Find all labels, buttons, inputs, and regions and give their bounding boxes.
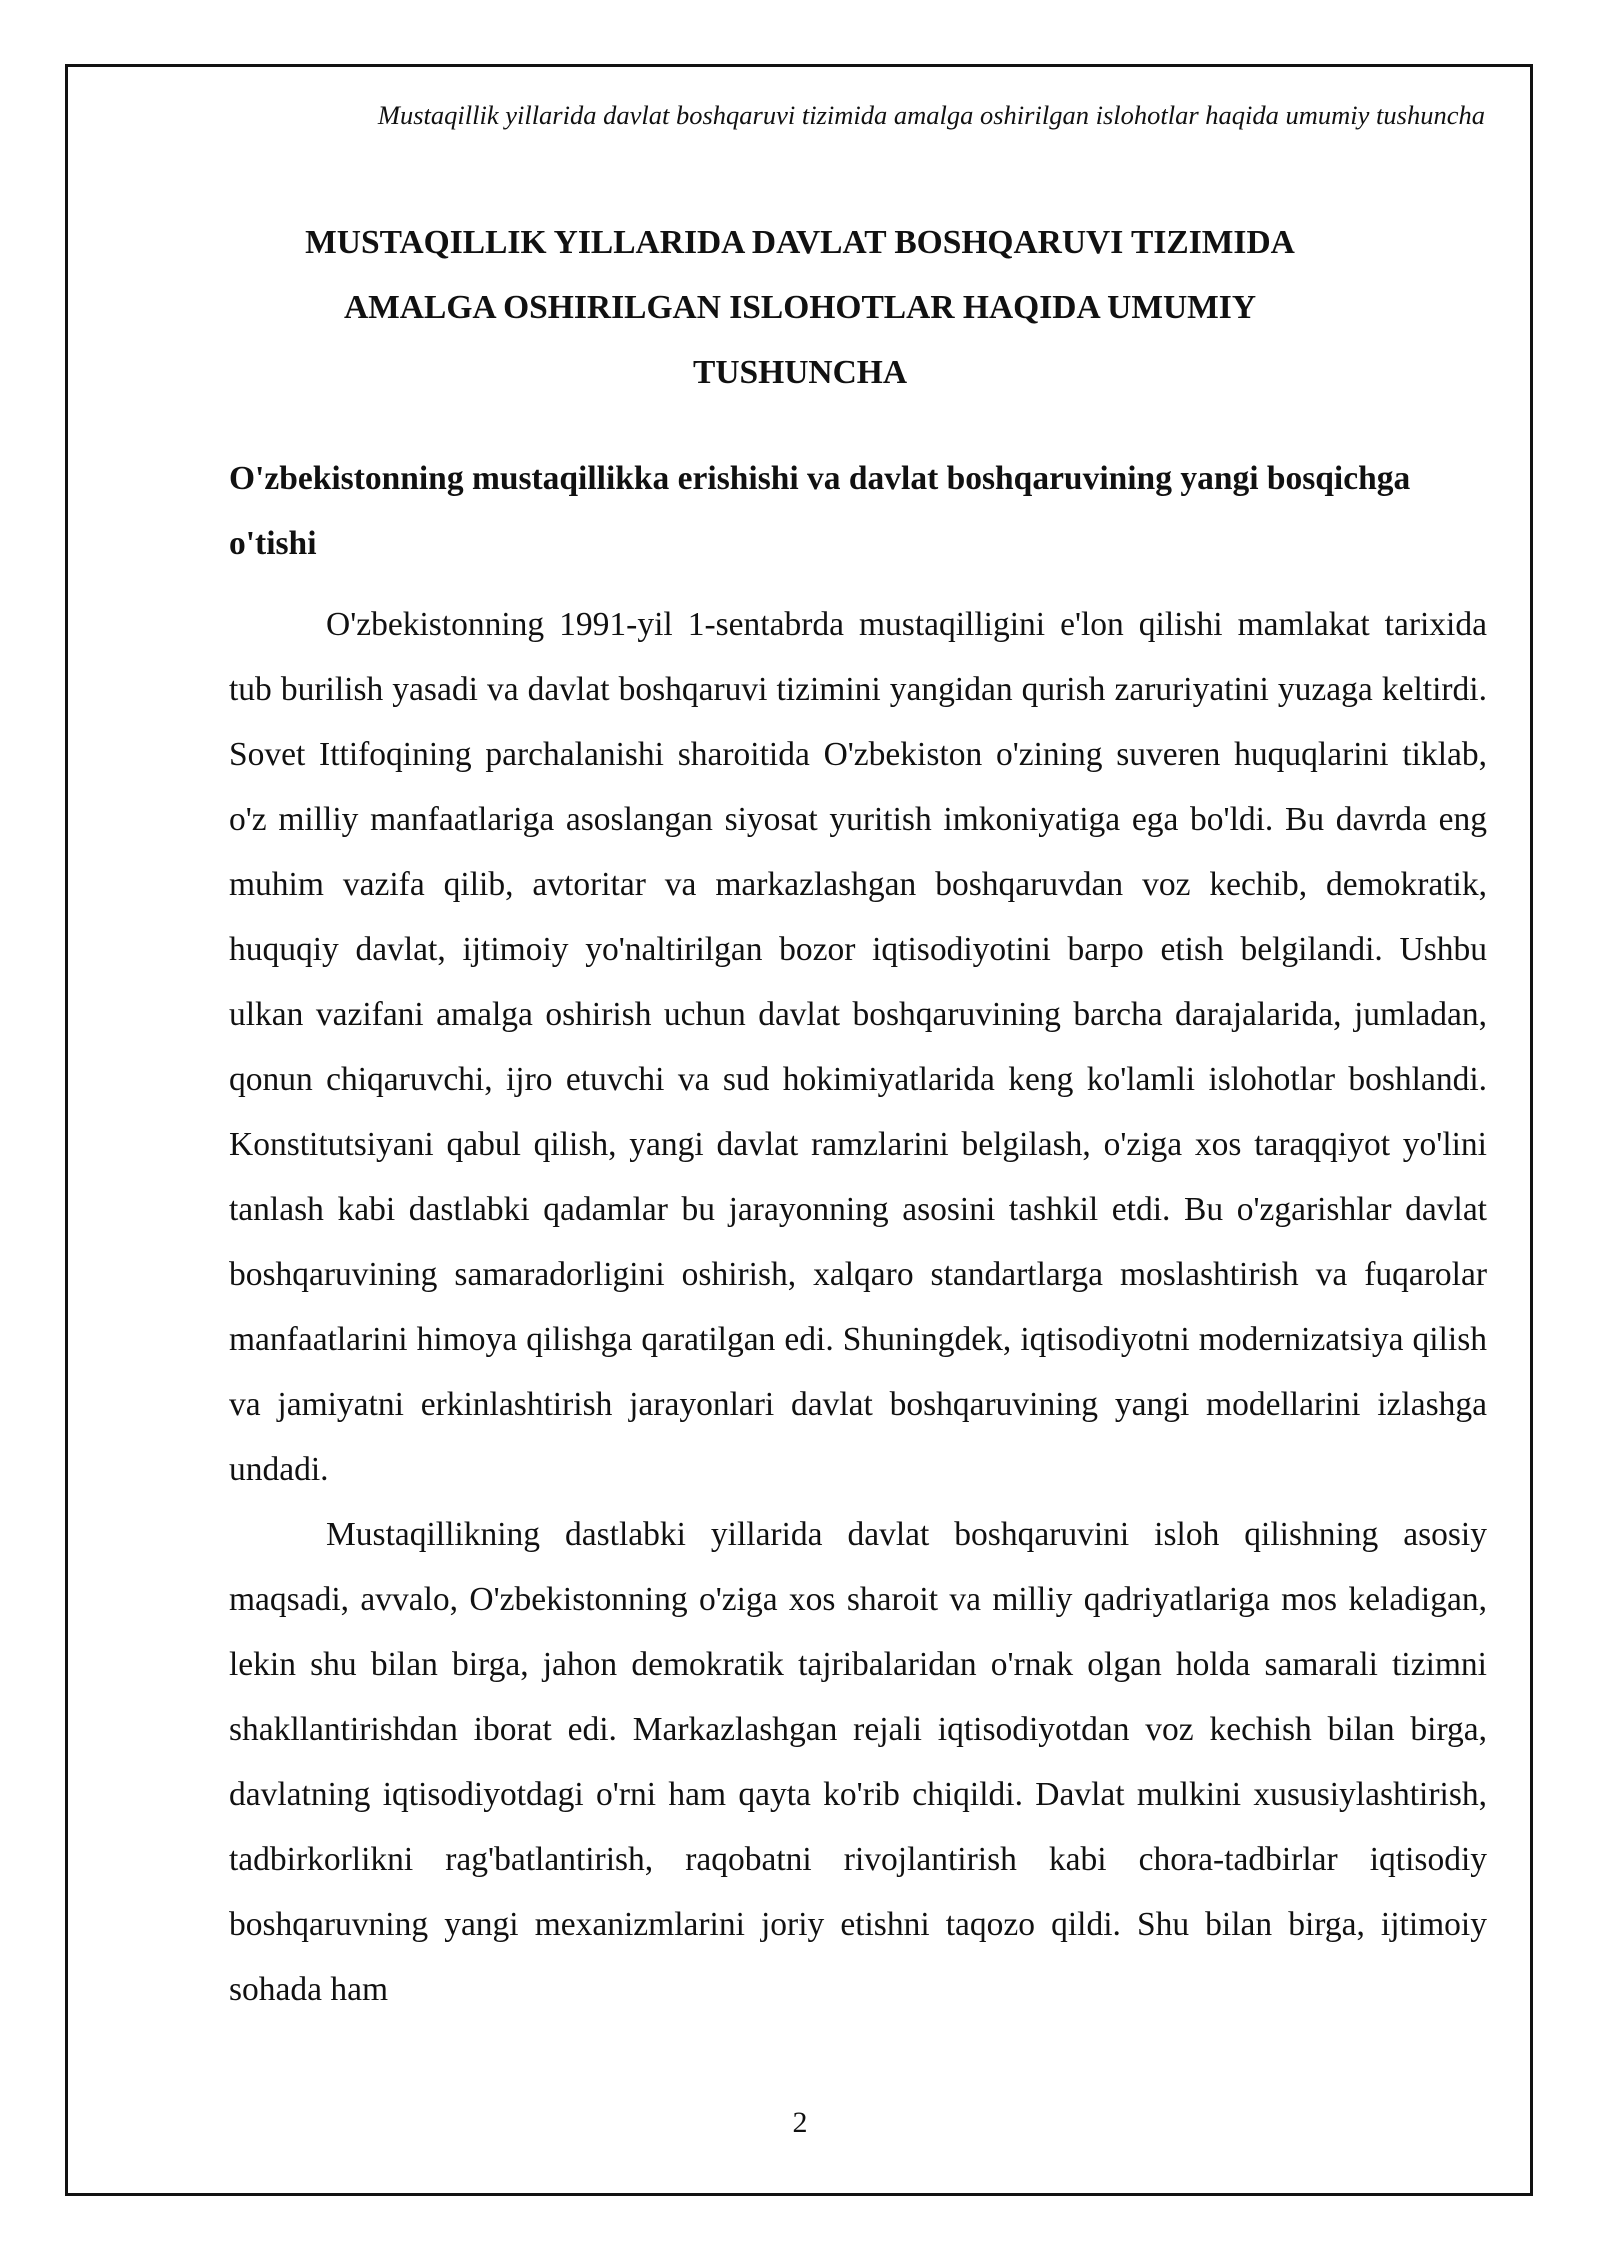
section-heading: O'zbekistonning mustaqillikka erishishi va davlat boshqaruvining yangi bosqichga o'tishi: [229, 460, 1411, 562]
running-header: Mustaqillik yillarida davlat boshqaruvi tizimida amalga oshirilgan islohotlar haqida umumiy tushuncha: [377, 100, 1485, 130]
paragraph-1: O'zbekistonning 1991-yil 1-sentabrda mustaqilligini e'lon qilishi mamlakat tarixida tub burilish yasadi va davlat boshqaruvi tizimini yangidan qurish zaruriyatini yuzaga keltirdi. Sovet Ittifoqining parchalanishi sharoitida O'zbekiston o'zining suveren huquqlarini tiklab, o'z milliy manfaatlariga asoslangan siyosat yuritish imkoniyatiga ega bo'ldi. Bu davrda eng muhim vazifa qilib, avtoritar va markazlashgan boshqaruvdan voz kechib, demokratik, huquqiy davlat, ijtimoiy yo'naltirilgan bozor iqtisodiyotini barpo etish belgilandi. Ushbu ulkan vazifani amalga oshirish uchun davlat boshqaruvining barcha darajalarida, jumladan, qonun chiqaruvchi, ijro etuvchi va sud hokimiyatlarida keng ko'lamli islohotlar boshlandi. Konstitutsiyani qabul qilish, yangi davlat ramzlarini belgilash, o'ziga xos taraqqiyot yo'lini tanlash kabi dastlabki qadamlar bu jarayonning asosini tashkil etdi. Bu o'zgarishlar davlat boshqaruvining samaradorligini oshirish, xalqaro standartlarga moslashtirish va fuqarolar manfaatlarini himoya qilishga qaratilgan edi. Shuningdek, iqtisodiyotni modernizatsiya qilish va jamiyatni erkinlashtirish jarayonlari davlat boshqaruvining yangi modellarini izlashga undadi.: [229, 606, 1487, 1488]
title-line-2: AMALGA OSHIRILGAN ISLOHOTLAR HAQIDA UMUMIY: [343, 289, 1257, 326]
title-line-3: TUSHUNCHA: [692, 354, 908, 391]
title-line-1: MUSTAQILLIK YILLARIDA DAVLAT BOSHQARUVI TIZIMIDA: [305, 224, 1295, 261]
paragraph-2: Mustaqillikning dastlabki yillarida davlat boshqaruvini isloh qilishning asosiy maqsadi, avvalo, O'zbekistonning o'ziga xos sharoit va milliy qadriyatlariga mos keladigan, lekin shu bilan birga, jahon demokratik tajribalaridan o'rnak olgan holda samarali tizimni shakllantirishdan iborat edi. Markazlashgan rejali iqtisodiyotdan voz kechish bilan birga, davlatning iqtisodiyotdagi o'rni ham qayta ko'rib chiqildi. Davlat mulkini xususiylashtirish, tadbirkorlikni rag'batlantirish, raqobatni rivojlantirish kabi chora-tadbirlar iqtisodiy boshqaruvning yangi mexanizmlarini joriy etishni taqozo qildi. Shu bilan birga, ijtimoiy sohada ham: [229, 1516, 1487, 2008]
document-title: [230, 210, 1370, 405]
page-number: 2: [792, 2106, 808, 2139]
body-text: [229, 592, 1487, 2022]
